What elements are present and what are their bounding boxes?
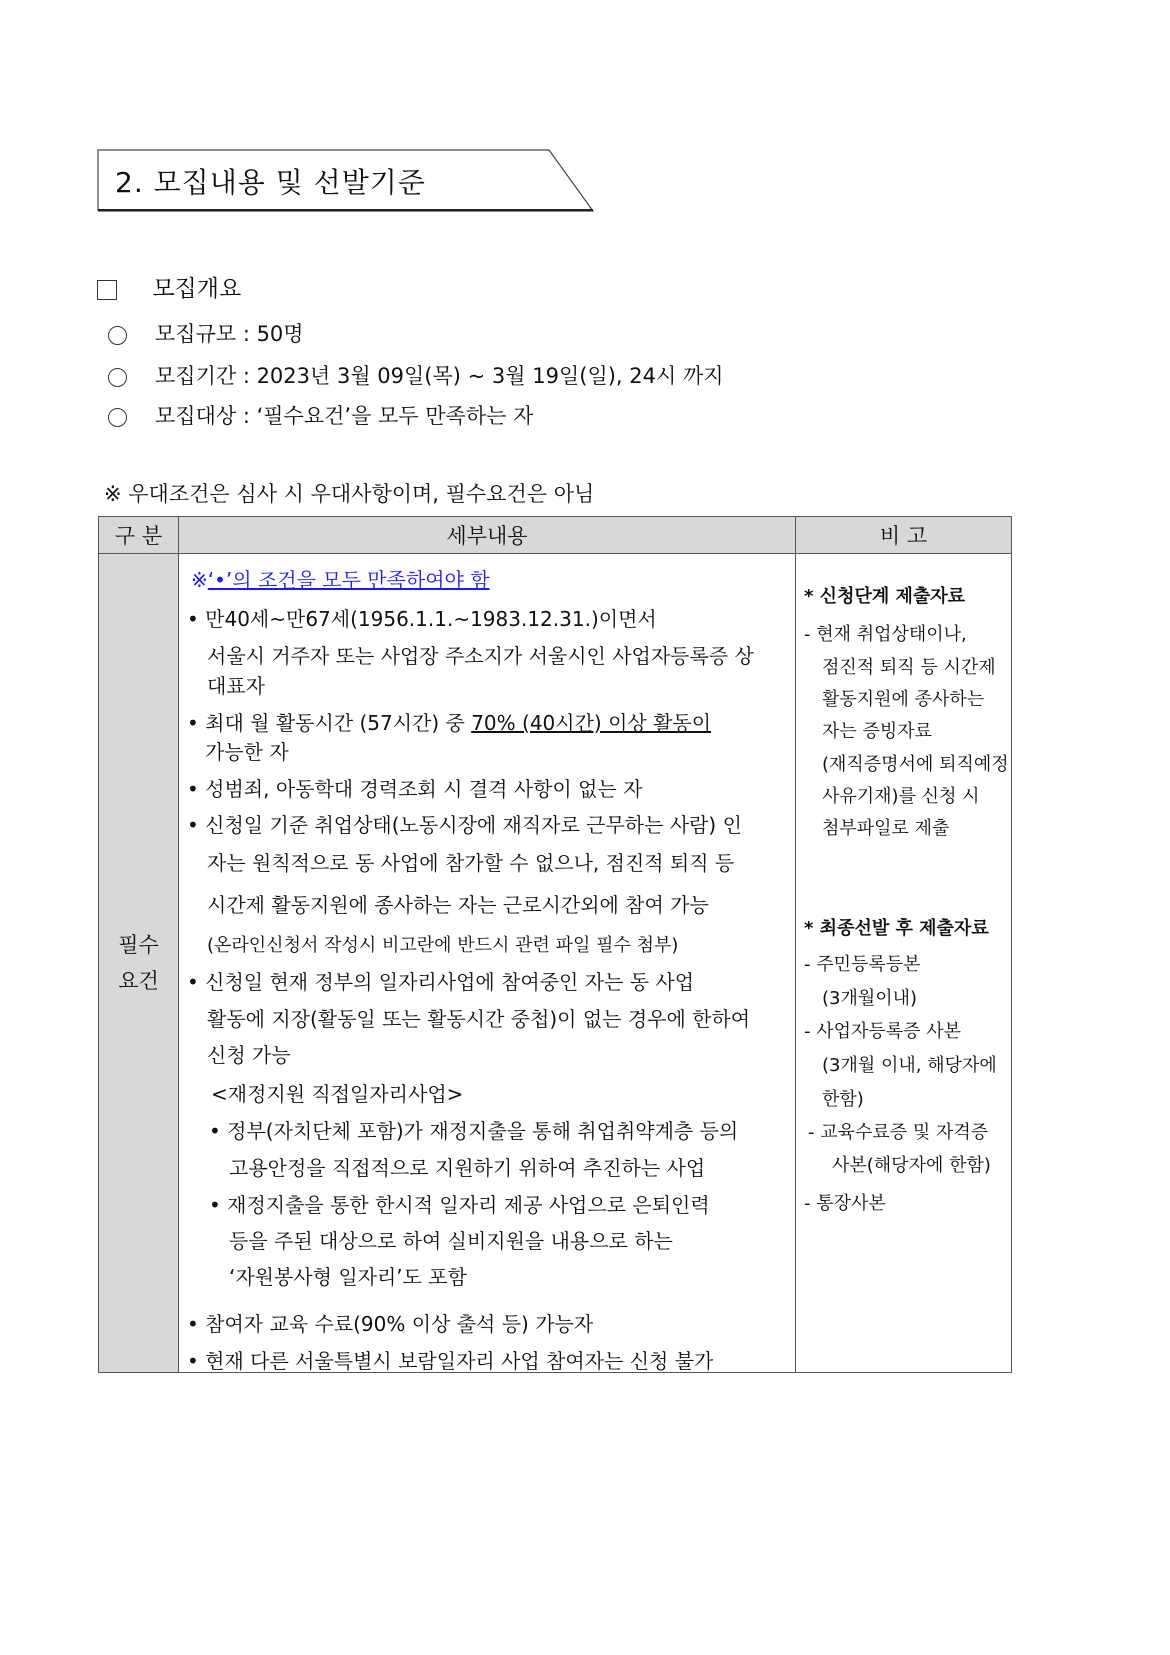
- remarks-cell: [796, 554, 1012, 1373]
- remarks-heading: * 신청단계 제출자료: [804, 586, 966, 607]
- remarks-line: 사유기재)를 신청 시: [822, 786, 980, 807]
- detail-text: • 최대 월 활동시간 (57시간) 중: [187, 711, 472, 735]
- overview-item-text: 모집대상 : ‘필수요건’을 모두 만족하는 자: [155, 404, 534, 428]
- detail-line: 신청 가능: [207, 1043, 291, 1067]
- detail-underlined: 70% (40시간) 이상 활동이: [471, 711, 712, 735]
- overview-heading: [97, 270, 241, 303]
- circle-bullet-icon: [108, 408, 127, 427]
- remarks-line: 점진적 퇴직 등 시간제: [822, 657, 996, 678]
- remarks-line: - 사업자등록증 사본: [804, 1021, 962, 1042]
- remarks-line: - 교육수료증 및 자격증: [808, 1122, 989, 1143]
- circle-bullet-icon: [108, 368, 127, 387]
- detail-line: (온라인신청서 작성시 비고란에 반드시 관련 파일 필수 첨부): [207, 935, 679, 956]
- detail-line: 자는 원칙적으로 동 사업에 참가할 수 없으나, 점진적 퇴직 등: [207, 851, 735, 875]
- details-cell: [179, 554, 796, 1373]
- remarks-heading: * 최종선발 후 제출자료: [804, 918, 989, 939]
- detail-line: 활동에 지장(활동일 또는 활동시간 중첩)이 없는 경우에 한하여: [207, 1007, 751, 1031]
- detail-line: 서울시 거주자 또는 사업장 주소지가 서울시인 사업자등록증 상: [207, 644, 754, 668]
- detail-line: • 재정지출을 통한 한시적 일자리 제공 사업으로 은퇴인력: [209, 1193, 710, 1217]
- detail-line: ‘자원봉사형 일자리’도 포함: [229, 1265, 467, 1289]
- section-title: 2. 모집내용 및 선발기준: [115, 166, 426, 199]
- overview-item-text: 모집규모 : 50명: [155, 322, 304, 346]
- detail-line: • 신청일 기준 취업상태(노동시장에 재직자로 근무하는 사람) 인: [187, 813, 742, 837]
- detail-line: 대표자: [207, 674, 265, 698]
- detail-line: • 성범죄, 아동학대 경력조회 시 결격 사항이 없는 자: [187, 777, 643, 801]
- section-title-box: [97, 149, 594, 211]
- remarks-line: - 현재 취업상태이나,: [804, 624, 967, 645]
- notice-text: ‘•’의 조건을 모두 만족하여야 함: [207, 568, 490, 592]
- remarks-line: (3개월 이내, 해당자에: [822, 1055, 997, 1076]
- square-bullet-icon: [97, 280, 117, 300]
- detail-subheading: <재정지원 직접일자리사업>: [211, 1082, 464, 1106]
- remarks-line: (재직증명서에 퇴직예정: [822, 754, 1009, 775]
- overview-heading-text: 모집개요: [152, 276, 242, 302]
- remarks-line: 활동지원에 종사하는: [822, 689, 985, 710]
- remarks-line: - 주민등록등본: [804, 954, 921, 975]
- category-line: 필수: [118, 933, 159, 957]
- remarks-line: (3개월이내): [822, 988, 918, 1009]
- remarks-line: - 통장사본: [804, 1193, 886, 1214]
- circle-bullet-icon: [108, 326, 127, 345]
- detail-line: • 현재 다른 서울특별시 보람일자리 사업 참여자는 신청 불가: [187, 1349, 714, 1373]
- note-text: ※ 우대조건은 심사 시 우대사항이며, 필수요건은 아님: [104, 482, 595, 506]
- overview-item-text: 모집기간 : 2023년 3월 09일(목) ~ 3월 19일(일), 24시 까지: [155, 364, 724, 388]
- overview-item: [108, 318, 304, 348]
- detail-line: • 만40세~만67세(1956.1.1.~1983.12.31.)이면서: [187, 607, 657, 631]
- header-details: 세부내용: [179, 517, 796, 554]
- remarks-line: 사본(해당자에 한함): [832, 1155, 991, 1176]
- detail-line: 시간제 활동지원에 종사하는 자는 근로시간외에 참여 가능: [207, 893, 709, 917]
- category-cell: [99, 554, 179, 1373]
- requirements-table: [98, 516, 1012, 1373]
- header-category: 구 분: [99, 517, 179, 554]
- notice-line: [191, 564, 490, 593]
- category-line: 요건: [118, 969, 159, 993]
- detail-line: [187, 707, 711, 736]
- detail-line: 등을 주된 대상으로 하여 실비지원을 내용으로 하는: [229, 1229, 673, 1253]
- header-remarks: 비 고: [796, 517, 1012, 554]
- overview-item: [108, 400, 533, 430]
- remarks-line: 첨부파일로 제출: [822, 818, 950, 839]
- overview-item: [108, 360, 724, 390]
- detail-line: • 정부(자치단체 포함)가 재정지출을 통해 취업취약계층 등의: [209, 1119, 739, 1143]
- remarks-line: 자는 증빙자료: [822, 721, 933, 742]
- detail-line: 가능한 자: [205, 740, 289, 764]
- notice-mark: ※: [191, 568, 208, 592]
- detail-line: • 참여자 교육 수료(90% 이상 출석 등) 가능자: [187, 1312, 594, 1336]
- detail-line: • 신청일 현재 정부의 일자리사업에 참여중인 자는 동 사업: [187, 970, 695, 994]
- detail-line: 고용안정을 직접적으로 지원하기 위하여 추진하는 사업: [229, 1156, 706, 1180]
- remarks-line: 한함): [822, 1089, 864, 1110]
